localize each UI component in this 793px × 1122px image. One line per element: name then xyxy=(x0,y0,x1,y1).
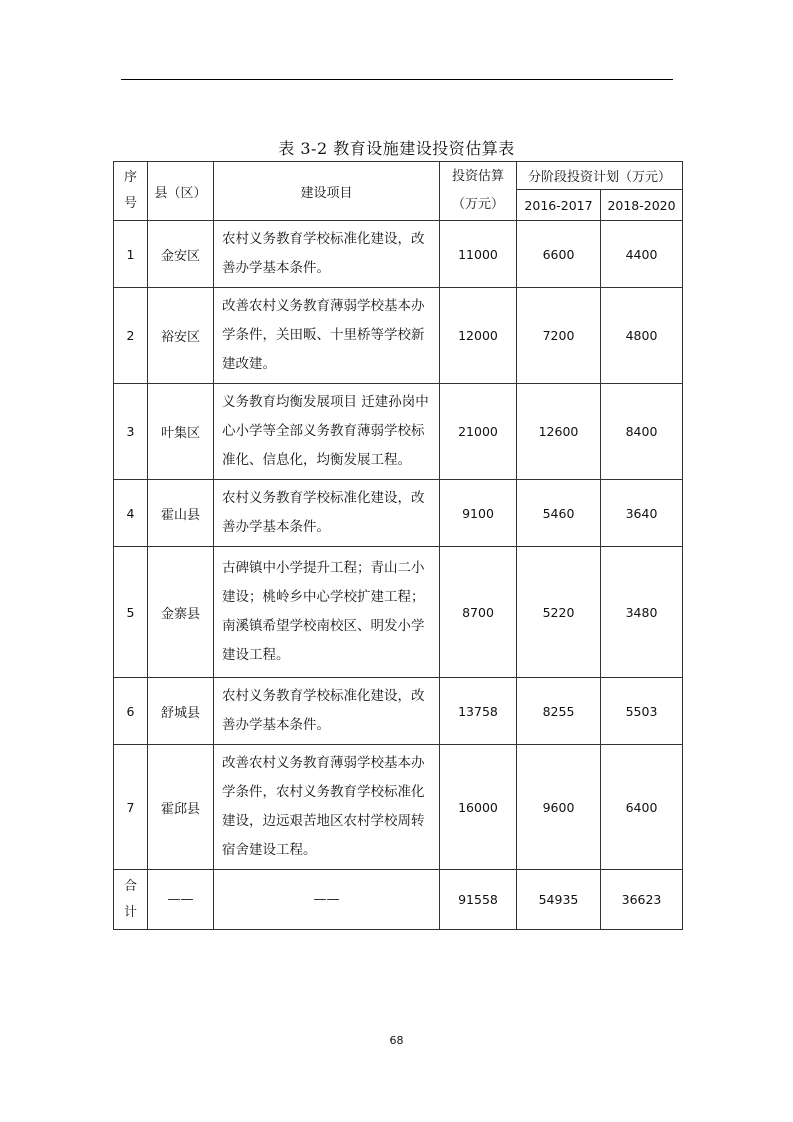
row-period2: 4400 xyxy=(601,221,683,288)
total-investment: 91558 xyxy=(440,870,517,930)
header-seq-line2: 号 xyxy=(123,196,137,211)
row-project: 改善农村义务教育薄弱学校基本办学条件，关田畈、十里桥等学校新建改建。 xyxy=(214,288,440,384)
total-label-line1: 合 xyxy=(123,878,137,894)
header-seq xyxy=(114,162,148,221)
table-row xyxy=(114,678,683,745)
row-county: 霍邱县 xyxy=(148,745,214,870)
row-period2: 8400 xyxy=(601,384,683,480)
total-label-line2: 计 xyxy=(123,904,137,920)
row-no: 1 xyxy=(114,221,148,288)
table-row xyxy=(114,288,683,384)
row-county: 裕安区 xyxy=(148,288,214,384)
row-no: 5 xyxy=(114,547,148,678)
header-period-1: 2016-2017 xyxy=(517,190,601,221)
total-period2: 36623 xyxy=(601,870,683,930)
row-period1: 9600 xyxy=(517,745,601,870)
row-no: 2 xyxy=(114,288,148,384)
table-row xyxy=(114,221,683,288)
page-number: 68 xyxy=(389,1034,404,1047)
total-label xyxy=(114,870,148,930)
row-project: 农村义务教育学校标准化建设，改善办学基本条件。 xyxy=(214,678,440,745)
row-county: 金安区 xyxy=(148,221,214,288)
header-row-1 xyxy=(114,162,683,190)
total-row xyxy=(114,870,683,930)
total-project: —— xyxy=(214,870,440,930)
row-total: 11000 xyxy=(440,221,517,288)
investment-table xyxy=(113,161,683,930)
header-phase-plan: 分阶段投资计划（万元） xyxy=(517,162,683,190)
row-county: 舒城县 xyxy=(148,678,214,745)
row-total: 9100 xyxy=(440,480,517,547)
row-period2: 3480 xyxy=(601,547,683,678)
row-county: 金寨县 xyxy=(148,547,214,678)
header-rule xyxy=(121,79,673,80)
row-period1: 6600 xyxy=(517,221,601,288)
row-project: 改善农村义务教育薄弱学校基本办学条件，农村义务教育学校标准化建设，边远艰苦地区农村学校周转宿舍建设工程。 xyxy=(214,745,440,870)
row-no: 3 xyxy=(114,384,148,480)
row-period1: 7200 xyxy=(517,288,601,384)
table-row xyxy=(114,745,683,870)
row-total: 21000 xyxy=(440,384,517,480)
row-county: 霍山县 xyxy=(148,480,214,547)
row-total: 16000 xyxy=(440,745,517,870)
row-period1: 12600 xyxy=(517,384,601,480)
row-no: 4 xyxy=(114,480,148,547)
row-no: 6 xyxy=(114,678,148,745)
row-period2: 3640 xyxy=(601,480,683,547)
table-title: 表 3-2 教育设施建设投资估算表 xyxy=(278,139,515,158)
row-period2: 6400 xyxy=(601,745,683,870)
table-row xyxy=(114,384,683,480)
table-row xyxy=(114,547,683,678)
header-investment-line2: （万元） xyxy=(451,197,504,212)
row-period1: 5220 xyxy=(517,547,601,678)
header-period-2: 2018-2020 xyxy=(601,190,683,221)
header-investment xyxy=(440,162,517,221)
row-no: 7 xyxy=(114,745,148,870)
table-row xyxy=(114,480,683,547)
header-seq-line1: 序 xyxy=(123,170,137,185)
total-period1: 54935 xyxy=(517,870,601,930)
row-county: 叶集区 xyxy=(148,384,214,480)
row-project: 农村义务教育学校标准化建设，改善办学基本条件。 xyxy=(214,221,440,288)
header-county: 县（区） xyxy=(148,162,214,221)
header-investment-line1: 投资估算 xyxy=(451,169,504,184)
row-total: 8700 xyxy=(440,547,517,678)
row-period1: 5460 xyxy=(517,480,601,547)
header-project: 建设项目 xyxy=(214,162,440,221)
row-period1: 8255 xyxy=(517,678,601,745)
row-period2: 4800 xyxy=(601,288,683,384)
row-project: 义务教育均衡发展项目 迁建孙岗中心小学等全部义务教育薄弱学校标准化、信息化，均衡发展工程。 xyxy=(214,384,440,480)
row-total: 12000 xyxy=(440,288,517,384)
row-total: 13758 xyxy=(440,678,517,745)
row-project: 古碑镇中小学提升工程；青山二小建设；桃岭乡中心学校扩建工程；南溪镇希望学校南校区、明发小学建设工程。 xyxy=(214,547,440,678)
total-county: —— xyxy=(148,870,214,930)
row-period2: 5503 xyxy=(601,678,683,745)
row-project: 农村义务教育学校标准化建设，改善办学基本条件。 xyxy=(214,480,440,547)
